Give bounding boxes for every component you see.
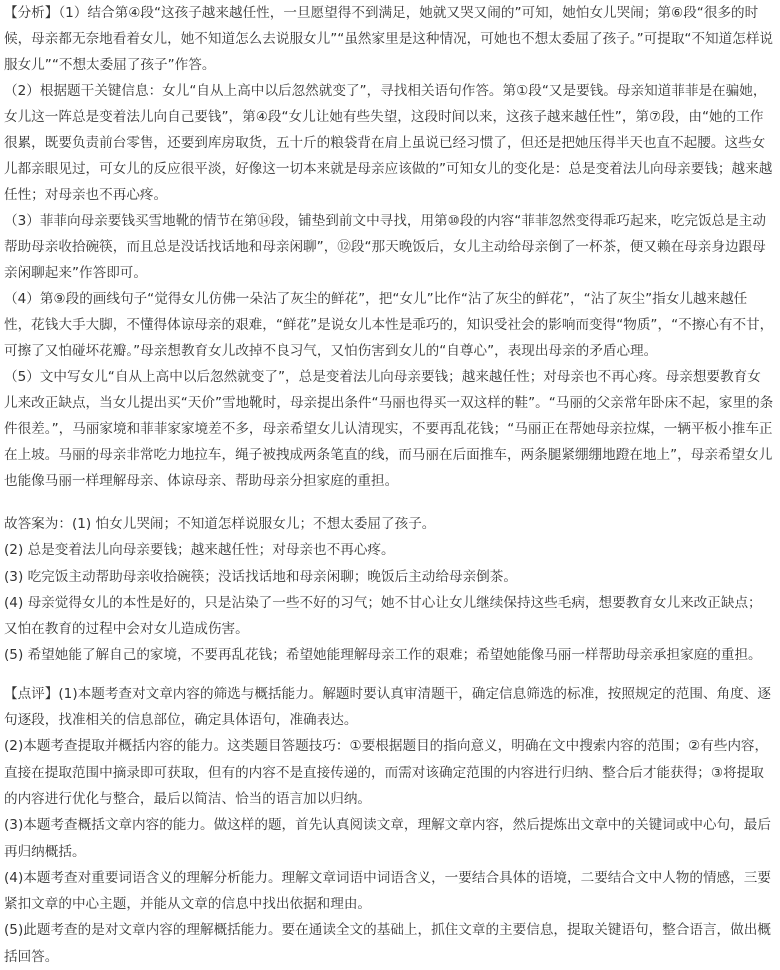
answer-line-5: (5) 希望她能了解自己的家境，不要再乱花钱；希望她能理解母亲工作的艰难；希望她能像马丽一样帮助母亲承担家庭的重担。 <box>4 647 762 664</box>
review-line-5: (5)此题考查的是对文章内容的理解概括能力。要在通读全文的基础上，抓住文章的主要信息，提取关键语句，整合语言，做出概括回答。 <box>4 922 771 965</box>
analysis-paragraph-1: 【分析】（1）结合第④段“这孩子越来越任性，一旦愿望得不到满足，她就又哭又闹的”可知，她怕女儿哭闹；第⑥段“很多的时候，母亲都无奈地看着女儿，她不知道怎么去说服女儿”“虽然家里是这种情况，可她也不想太委屈了孩子。”可提取“不知道怎样说服女儿”“不想太委屈了孩子”作答。 <box>4 5 774 73</box>
analysis-paragraph-5: （5）文中写女儿“自从上高中以后忽然就变了”，总是变着法儿向母亲要钱；越来越任性；对母亲也不再心疼。母亲想要教育女儿来改正缺点，当女儿提出买“天价”雪地靴时，母亲提出条件“马丽也得买一双这样的鞋”。“马丽的父亲常年卧床不起，家里的条件很差。”，马丽家境和菲菲家家境差不多，母亲希望女儿认清现实，不要再乱花钱；“马丽正在帮她母亲拉煤，一辆平板小推车正在上坡。马丽的母亲非常吃力地拉车，绳子被拽成两条笔直的线，而马丽在后面推车，两条腿紧绷绷地蹬在地上”，母亲希望女儿也能像马丽一样理解母亲、体谅母亲、帮助母亲分担家庭的重担。 <box>4 369 774 489</box>
analysis-paragraph-3: （3）菲菲向母亲要钱买雪地靴的情节在第⑭段，铺垫到前文中寻找，用第⑩段的内容“菲菲忽然变得乖巧起来，吃完饭总是主动帮助母亲收拾碗筷，而且总是没话找话地和母亲闲聊”，⑫段“那天晚饭后，女儿主动给母亲倒了一杯茶，便又赖在母亲身边跟母亲闲聊起来”作答即可。 <box>4 213 766 281</box>
review-line-4: (4)本题考查对重要词语含义的理解分析能力。理解文章词语中词语含义，一要结合具体的语境，二要结合文中人物的情感，三要紧扣文章的中心主题，并能从文章的信息中找出依据和理由。 <box>4 869 771 913</box>
review-line-1: 【点评】(1)本题考查对文章内容的筛选与概括能力。解题时要认真审清题干，确定信息筛选的标准，按照规定的范围、角度、逐句逐段，找准相关的信息部位，确定具体语句，准确表达。 <box>4 685 771 729</box>
review-section <box>4 681 774 970</box>
review-line-3: (3)本题考查概括文章内容的能力。做这样的题，首先认真阅读文章，理解文章内容，然后提炼出文章中的关键词或中心句，最后再归纳概括。 <box>4 817 771 860</box>
answer-line-1: 故答案为：(1) 怕女儿哭闹；不知道怎样说服女儿；不想太委屈了孩子。 <box>4 516 436 532</box>
answer-line-4: (4) 母亲觉得女儿的本性是好的，只是沾染了一些不好的习气；她不甘心让女儿继续保持这些毛病，想要教育女儿来改正缺点；又怕在教育的过程中会对女儿造成伤害。 <box>4 594 762 638</box>
answer-line-2: (2) 总是变着法儿向母亲要钱；越来越任性；对母亲也不再心疼。 <box>4 542 395 559</box>
answer-section <box>4 511 774 669</box>
analysis-paragraph-4: （4）第⑨段的画线句子“觉得女儿仿佛一朵沾了灰尘的鲜花”，把“女儿”比作“沾了灰尘的鲜花”，“沾了灰尘”指女儿越来越任性，花钱大手大脚，不懂得体谅母亲的艰难，“鲜花”是说女儿本性是乖巧的，知识受社会的影响而变得“物质”，“不擦心有不甘，可擦了又怕碰坏花瓣。”母亲想教育女儿改掉不良习气，又怕伤害到女儿的“自尊心”，表现出母亲的矛盾心理。 <box>4 291 774 359</box>
section-spacer <box>4 494 774 511</box>
review-line-2: (2)本题考查提取并概括内容的能力。这类题目答题技巧：①要根据题目的指向意义，明确在文中搜索内容的范围；②有些内容，直接在提取范围中摘录即可获取，但有的内容不是直接传递的，而需对该确定范围的内容进行归纳、整合后才能获得；③将提取的内容进行优化与整合，最后以简洁、恰当的语言加以归纳。 <box>4 738 769 807</box>
section-spacer <box>4 669 774 681</box>
answer-line-3: (3) 吃完饭主动帮助母亲收拾碗筷；没话找话地和母亲闲聊；晚饭后主动给母亲倒茶。 <box>4 568 517 585</box>
analysis-section <box>4 0 774 494</box>
analysis-paragraph-2: （2）根据题干关键信息：女儿“自从上高中以后忽然就变了”，寻找相关语句作答。第①段“又是要钱。母亲知道菲菲是在骗她，女儿这一阵总是变着法儿向自己要钱”，第④段“女儿让她有些失望，这段时间以来，这孩子越来越任性”，第⑦段，由“她的工作很累，既要负责前台零售，还要到库房取货，五十斤的粮袋背在肩上虽说已经习惯了，但还是把她压得半天也直不起腰。这些女儿都亲眼见过，可女儿的反应很平淡，好像这一切本来就是母亲应该做的”可知女儿的变化是：总是变着法儿向母亲要钱；越来越任性；对母亲也不再心疼。 <box>4 83 773 203</box>
